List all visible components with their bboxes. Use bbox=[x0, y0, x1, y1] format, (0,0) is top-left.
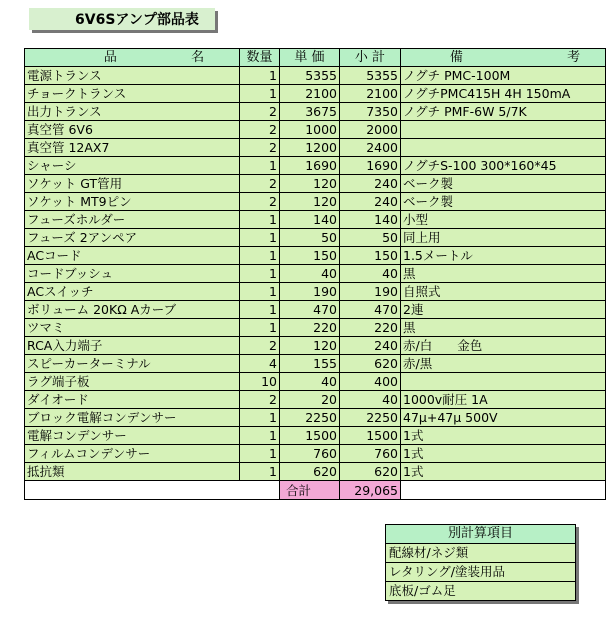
cell-unit-price: 120 bbox=[280, 193, 340, 211]
cell-unit-price: 155 bbox=[280, 355, 340, 373]
header-note: 備 考 bbox=[401, 49, 606, 67]
cell-note bbox=[401, 121, 606, 139]
cell-subtotal: 1500 bbox=[340, 427, 401, 445]
cell-unit-price: 620 bbox=[280, 463, 340, 481]
cell-quantity: 1 bbox=[240, 463, 280, 481]
cell-note: ベーク製 bbox=[401, 175, 606, 193]
cell-quantity: 1 bbox=[240, 247, 280, 265]
total-blank-note bbox=[401, 481, 606, 500]
cell-quantity: 1 bbox=[240, 229, 280, 247]
header-quantity: 数量 bbox=[240, 49, 280, 67]
cell-note: 黒 bbox=[401, 265, 606, 283]
cell-subtotal: 760 bbox=[340, 445, 401, 463]
cell-subtotal: 400 bbox=[340, 373, 401, 391]
cell-subtotal: 140 bbox=[340, 211, 401, 229]
cell-item-name: シャーシ bbox=[25, 157, 240, 175]
table-row bbox=[25, 265, 606, 283]
cell-item-name: 電解コンデンサー bbox=[25, 427, 240, 445]
cell-item-name: RCA入力端子 bbox=[25, 337, 240, 355]
table-row bbox=[25, 247, 606, 265]
table-row bbox=[25, 193, 606, 211]
cell-note: 自照式 bbox=[401, 283, 606, 301]
cell-quantity: 4 bbox=[240, 355, 280, 373]
cell-item-name: チョークトランス bbox=[25, 85, 240, 103]
cell-note: ノグチ PMF-6W 5/7K bbox=[401, 103, 606, 121]
cell-quantity: 1 bbox=[240, 409, 280, 427]
cell-quantity: 2 bbox=[240, 337, 280, 355]
cell-quantity: 1 bbox=[240, 283, 280, 301]
table-row bbox=[25, 337, 606, 355]
cell-note bbox=[401, 139, 606, 157]
cell-unit-price: 1690 bbox=[280, 157, 340, 175]
parts-table bbox=[24, 48, 606, 500]
cell-unit-price: 140 bbox=[280, 211, 340, 229]
cell-note: 同上用 bbox=[401, 229, 606, 247]
cell-note: 1式 bbox=[401, 445, 606, 463]
header-unit-price: 単 価 bbox=[280, 49, 340, 67]
table-row bbox=[25, 157, 606, 175]
table-row bbox=[25, 67, 606, 85]
table-row bbox=[25, 319, 606, 337]
cell-unit-price: 50 bbox=[280, 229, 340, 247]
cell-quantity: 10 bbox=[240, 373, 280, 391]
cell-unit-price: 760 bbox=[280, 445, 340, 463]
cell-subtotal: 1690 bbox=[340, 157, 401, 175]
cell-quantity: 1 bbox=[240, 211, 280, 229]
cell-item-name: ソケット GT管用 bbox=[25, 175, 240, 193]
cell-item-name: ツマミ bbox=[25, 319, 240, 337]
separate-calc-item: 底板/ゴム足 bbox=[386, 582, 576, 601]
cell-unit-price: 120 bbox=[280, 337, 340, 355]
header-subtotal: 小 計 bbox=[340, 49, 401, 67]
cell-item-name: ACコード bbox=[25, 247, 240, 265]
table-row bbox=[25, 103, 606, 121]
cell-unit-price: 2100 bbox=[280, 85, 340, 103]
cell-unit-price: 3675 bbox=[280, 103, 340, 121]
cell-subtotal: 240 bbox=[340, 175, 401, 193]
cell-subtotal: 50 bbox=[340, 229, 401, 247]
cell-item-name: スピーカーターミナル bbox=[25, 355, 240, 373]
table-row bbox=[25, 139, 606, 157]
cell-subtotal: 220 bbox=[340, 319, 401, 337]
cell-note: 1000v耐圧 1A bbox=[401, 391, 606, 409]
table-row bbox=[25, 373, 606, 391]
cell-unit-price: 470 bbox=[280, 301, 340, 319]
cell-note: 黒 bbox=[401, 319, 606, 337]
cell-item-name: ソケット MT9ピン bbox=[25, 193, 240, 211]
cell-quantity: 1 bbox=[240, 301, 280, 319]
table-row bbox=[25, 427, 606, 445]
table-row bbox=[25, 409, 606, 427]
table-row bbox=[25, 301, 606, 319]
separate-calc-item: レタリング/塗装用品 bbox=[386, 563, 576, 582]
cell-note: 1式 bbox=[401, 427, 606, 445]
table-row bbox=[25, 283, 606, 301]
table-row bbox=[25, 229, 606, 247]
separate-calc-table bbox=[385, 524, 576, 601]
cell-subtotal: 40 bbox=[340, 265, 401, 283]
cell-item-name: フューズ 2アンペア bbox=[25, 229, 240, 247]
cell-item-name: ブロック電解コンデンサー bbox=[25, 409, 240, 427]
cell-item-name: コードブッシュ bbox=[25, 265, 240, 283]
sheet-title-text: 6V6Sアンプ部品表 bbox=[75, 12, 199, 28]
cell-quantity: 1 bbox=[240, 319, 280, 337]
cell-subtotal: 620 bbox=[340, 355, 401, 373]
separate-calc-item: 配線材/ネジ類 bbox=[386, 544, 576, 563]
cell-note: 赤/黒 bbox=[401, 355, 606, 373]
cell-quantity: 1 bbox=[240, 265, 280, 283]
header-item-name: 品 名 bbox=[25, 49, 240, 67]
cell-unit-price: 190 bbox=[280, 283, 340, 301]
cell-subtotal: 2100 bbox=[340, 85, 401, 103]
sheet-title bbox=[29, 8, 215, 30]
cell-quantity: 2 bbox=[240, 175, 280, 193]
total-label: 合計 bbox=[280, 481, 340, 500]
cell-item-name: ACスイッチ bbox=[25, 283, 240, 301]
cell-unit-price: 150 bbox=[280, 247, 340, 265]
cell-item-name: ダイオード bbox=[25, 391, 240, 409]
parts-table-body bbox=[25, 67, 606, 500]
cell-quantity: 2 bbox=[240, 103, 280, 121]
cell-subtotal: 2250 bbox=[340, 409, 401, 427]
cell-quantity: 1 bbox=[240, 157, 280, 175]
cell-item-name: 真空管 12AX7 bbox=[25, 139, 240, 157]
cell-subtotal: 150 bbox=[340, 247, 401, 265]
cell-item-name: ラグ端子板 bbox=[25, 373, 240, 391]
table-row bbox=[25, 355, 606, 373]
cell-subtotal: 7350 bbox=[340, 103, 401, 121]
cell-subtotal: 5355 bbox=[340, 67, 401, 85]
total-blank-cell bbox=[25, 481, 280, 500]
cell-quantity: 2 bbox=[240, 391, 280, 409]
cell-unit-price: 2250 bbox=[280, 409, 340, 427]
table-row bbox=[25, 121, 606, 139]
cell-unit-price: 1200 bbox=[280, 139, 340, 157]
cell-subtotal: 2400 bbox=[340, 139, 401, 157]
cell-subtotal: 190 bbox=[340, 283, 401, 301]
cell-note: ノグチS-100 300*160*45 bbox=[401, 157, 606, 175]
cell-subtotal: 2000 bbox=[340, 121, 401, 139]
cell-item-name: ボリューム 20KΩ Aカーブ bbox=[25, 301, 240, 319]
cell-item-name: フィルムコンデンサー bbox=[25, 445, 240, 463]
cell-unit-price: 5355 bbox=[280, 67, 340, 85]
cell-subtotal: 240 bbox=[340, 337, 401, 355]
separate-calc-header: 別計算項目 bbox=[386, 525, 576, 544]
cell-note: 47μ+47μ 500V bbox=[401, 409, 606, 427]
cell-item-name: 電源トランス bbox=[25, 67, 240, 85]
cell-quantity: 2 bbox=[240, 139, 280, 157]
cell-unit-price: 40 bbox=[280, 373, 340, 391]
total-value: 29,065 bbox=[340, 481, 401, 500]
table-row bbox=[25, 391, 606, 409]
cell-item-name: フューズホルダー bbox=[25, 211, 240, 229]
table-row bbox=[25, 445, 606, 463]
cell-unit-price: 1500 bbox=[280, 427, 340, 445]
cell-unit-price: 20 bbox=[280, 391, 340, 409]
cell-note: ベーク製 bbox=[401, 193, 606, 211]
table-row bbox=[25, 85, 606, 103]
cell-note: 小型 bbox=[401, 211, 606, 229]
table-row bbox=[25, 175, 606, 193]
cell-unit-price: 1000 bbox=[280, 121, 340, 139]
cell-unit-price: 40 bbox=[280, 265, 340, 283]
cell-note: 1.5メートル bbox=[401, 247, 606, 265]
cell-quantity: 2 bbox=[240, 121, 280, 139]
cell-note: 赤/白 金色 bbox=[401, 337, 606, 355]
cell-quantity: 1 bbox=[240, 445, 280, 463]
cell-item-name: 真空管 6V6 bbox=[25, 121, 240, 139]
cell-note: 2連 bbox=[401, 301, 606, 319]
cell-note bbox=[401, 373, 606, 391]
cell-quantity: 1 bbox=[240, 427, 280, 445]
cell-unit-price: 220 bbox=[280, 319, 340, 337]
cell-note: ノグチ PMC-100M bbox=[401, 67, 606, 85]
table-row bbox=[25, 211, 606, 229]
parts-header-row bbox=[25, 49, 606, 67]
table-row bbox=[25, 463, 606, 481]
cell-item-name: 抵抗類 bbox=[25, 463, 240, 481]
cell-quantity: 1 bbox=[240, 85, 280, 103]
cell-quantity: 1 bbox=[240, 67, 280, 85]
cell-unit-price: 120 bbox=[280, 175, 340, 193]
total-row bbox=[25, 481, 606, 500]
cell-subtotal: 40 bbox=[340, 391, 401, 409]
cell-quantity: 2 bbox=[240, 193, 280, 211]
cell-subtotal: 240 bbox=[340, 193, 401, 211]
cell-note: 1式 bbox=[401, 463, 606, 481]
cell-subtotal: 620 bbox=[340, 463, 401, 481]
cell-note: ノグチPMC415H 4H 150mA bbox=[401, 85, 606, 103]
cell-subtotal: 470 bbox=[340, 301, 401, 319]
cell-item-name: 出力トランス bbox=[25, 103, 240, 121]
